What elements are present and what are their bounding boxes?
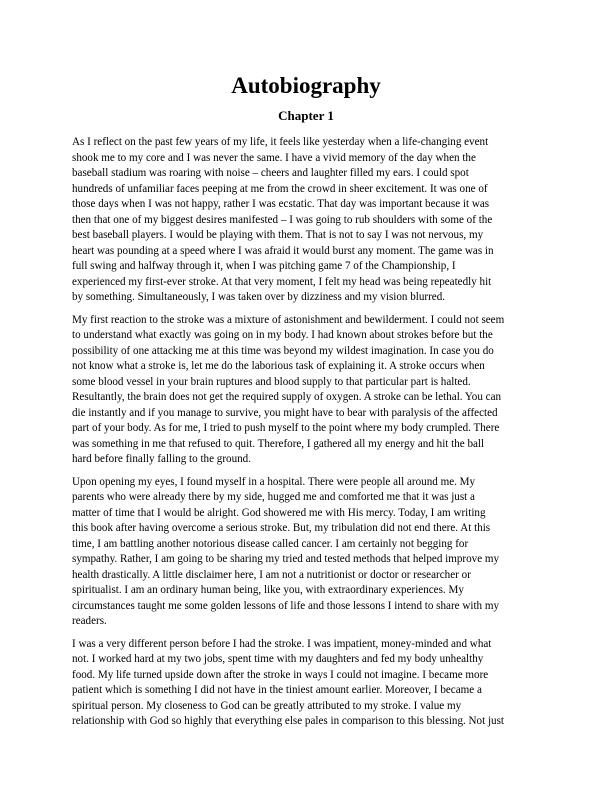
text-line: relationship with God so highly that everything else pales in comparison to this blessing. Not just — [72, 715, 504, 727]
text-line: readers. — [72, 615, 107, 627]
text-line: circumstances taught me some golden lessons of life and those lessons I intend to share with my — [72, 599, 500, 612]
text-line: food. My life turned upside down after the stroke in ways I could not imagine. I became more — [72, 668, 489, 681]
text-line: hard before finally falling to the ground. — [72, 453, 251, 465]
text-line: by something. Simultaneously, I was taken over by dizziness and my vision blurred. — [72, 291, 446, 303]
text-line: part of your body. As for me, I tried to push myself to the point where my body crumpled. There — [72, 422, 500, 434]
text-line: some blood vessel in your brain ruptures and blood supply to that particular part is halted. — [72, 375, 471, 388]
paragraph — [72, 313, 542, 468]
text-line: best baseball players. I would be playing with them. That is not to say I was not nervous, my — [72, 229, 484, 241]
text-line: spiritualist. I am an ordinary human being, like you, with extraordinary experiences. My — [72, 584, 464, 596]
document-title: Autobiography — [231, 73, 381, 98]
text-line: not. I worked hard at my two jobs, spent time with my daughters and fed my body unhealthy — [72, 653, 484, 665]
text-line: patient which is something I did not have in the tiniest amount earlier. Moreover, I became a — [72, 684, 482, 696]
text-line: experienced my first-ever stroke. At that very moment, I felt my head was being repeatedly hit — [72, 275, 492, 288]
text-line: heart was pounding at a speed where I was afraid it would burst any moment. The game was in — [72, 244, 494, 257]
text-line: My first reaction to the stroke was a mixture of astonishment and bewilderment. I could not seem — [72, 313, 505, 326]
text-line: was something in me that refused to quit. Therefore, I gathered all my energy and hit the ball — [72, 437, 485, 450]
text-line: matter of time that I would be alright. God showered me with His mercy. Today, I am writing — [72, 506, 486, 519]
text-line: I was a very different person before I had the stroke. I was impatient, money-minded and what — [72, 637, 492, 650]
text-line: this book after having overcome a serious stroke. But, my tribulation did not end there. At this — [72, 522, 491, 534]
text-line: Upon opening my eyes, I found myself in a hospital. There were people all around me. My — [72, 475, 476, 488]
chapter-heading: Chapter 1 — [278, 108, 334, 123]
text-line: health drastically. A little disclaimer here, I am not a nutritionist or doctor or researcher or — [72, 568, 471, 581]
paragraph — [72, 475, 542, 630]
paragraph — [72, 637, 542, 730]
text-line: time, I am battling another notorious disease called cancer. I am certainly not begging for — [72, 537, 469, 550]
text-line: As I reflect on the past few years of my life, it feels like yesterday when a life-changing event — [72, 136, 489, 148]
text-line: baseball stadium was roaring with noise – cheers and laughter filled my ears. I could spot — [72, 167, 469, 179]
text-line: full swing and halfway through it, when I was pitching game 7 of the Championship, I — [72, 260, 456, 272]
text-line: sympathy. Rather, I am going to be sharing my tried and tested methods that helped improve my — [72, 553, 500, 565]
text-line: die instantly and if you manage to survive, you might have to bear with paralysis of the affected — [72, 406, 498, 419]
text-line: spiritual person. My closeness to God can be greatly attributed to my stroke. I value my — [72, 699, 462, 712]
paragraph — [72, 135, 542, 306]
text-line: Resultantly, the brain does not get the required supply of oxygen. A stroke can be lethal. You can — [72, 391, 502, 403]
text-line: possibility of one attacking me at this time was beyond my wildest imagination. In case you do — [72, 344, 494, 357]
text-line: parents who were already there by my side, hugged me and comforted me that it was just a — [72, 491, 475, 503]
text-line: shook me to my core and I was never the same. I have a vivid memory of the day when the — [72, 151, 476, 164]
text-line: then that one of my biggest desires manifested – I was going to rub shoulders with some of the — [72, 213, 493, 226]
text-line: hundreds of unfamiliar faces peeping at me from the crowd in sheer excitement. It was one of — [72, 182, 488, 195]
text-line: not know what a stroke is, let me do the laborious task of explaining it. A stroke occurs when — [72, 360, 485, 372]
body-text — [72, 135, 542, 737]
text-line: those days when I was not happy, rather I was ecstatic. That day was important because it was — [72, 198, 490, 210]
text-line: to understand what exactly was going on in my body. I had known about strokes before but the — [72, 329, 493, 341]
